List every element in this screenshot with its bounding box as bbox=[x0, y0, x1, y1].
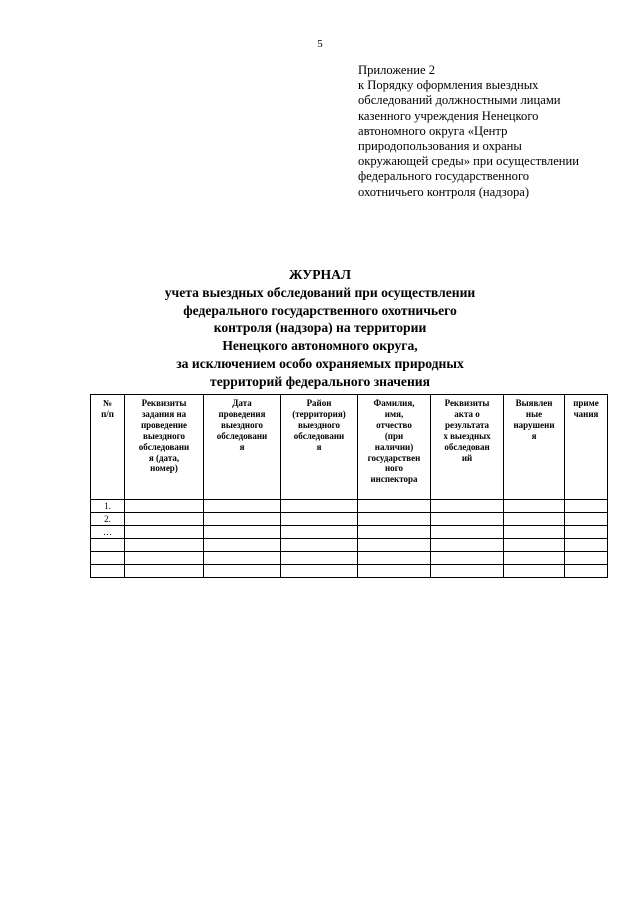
page-number: 5 bbox=[317, 38, 323, 50]
header-act-details: Реквизиты акта о результата х выездных обследован ий bbox=[431, 395, 504, 500]
table-cell bbox=[358, 500, 431, 513]
table-cell bbox=[504, 565, 565, 578]
header-inspector-name: Фамилия, имя, отчество (при наличии) государствен ного инспектора bbox=[358, 395, 431, 500]
appendix-line: природопользования и охраны bbox=[358, 139, 522, 154]
header-notes: приме чания bbox=[565, 395, 608, 500]
title-line: учета выездных обследований при осуществлении bbox=[164, 284, 476, 300]
table-cell bbox=[431, 526, 504, 539]
header-violations: Выявлен ные нарушени я bbox=[504, 395, 565, 500]
table-cell bbox=[358, 513, 431, 526]
table-cell bbox=[431, 500, 504, 513]
table-cell bbox=[91, 552, 125, 565]
table-row bbox=[91, 526, 608, 539]
title-line: Ненецкого автономного округа, bbox=[222, 338, 418, 354]
table-cell bbox=[358, 539, 431, 552]
header-row bbox=[91, 395, 608, 500]
table-cell: 1. bbox=[91, 500, 125, 513]
table-cell bbox=[565, 526, 608, 539]
table-cell: … bbox=[91, 526, 125, 539]
table-cell bbox=[504, 513, 565, 526]
title-line: за исключением особо охраняемых природных bbox=[176, 355, 464, 371]
appendix-line: обследований должностными лицами bbox=[358, 93, 561, 108]
table-cell bbox=[431, 513, 504, 526]
journal-title bbox=[0, 266, 640, 391]
title-line: контроля (надзора) на территории bbox=[213, 320, 427, 336]
table-row bbox=[91, 513, 608, 526]
table-cell bbox=[431, 539, 504, 552]
table-row bbox=[91, 552, 608, 565]
table-cell bbox=[431, 565, 504, 578]
header-task-details: Реквизиты задания на проведение выездного обследовани я (дата, номер) bbox=[125, 395, 204, 500]
table-cell bbox=[204, 565, 281, 578]
table-cell: 2. bbox=[91, 513, 125, 526]
table-cell bbox=[281, 513, 358, 526]
table-cell bbox=[204, 513, 281, 526]
title-line: федерального государственного охотничьего bbox=[183, 302, 457, 318]
appendix-line: федерального государственного bbox=[358, 169, 530, 184]
header-area: Район (территория) выездного обследовани я bbox=[281, 395, 358, 500]
appendix-line: Приложение 2 bbox=[358, 63, 436, 77]
appendix-line: к Порядку оформления выездных bbox=[358, 78, 539, 93]
title-line: территорий федерального значения bbox=[210, 373, 430, 389]
table-cell bbox=[91, 565, 125, 578]
table-cell bbox=[204, 539, 281, 552]
table-cell bbox=[125, 552, 204, 565]
table-cell bbox=[504, 552, 565, 565]
title-line: ЖУРНАЛ bbox=[288, 267, 352, 282]
table-cell bbox=[565, 500, 608, 513]
table-cell bbox=[281, 565, 358, 578]
table-row bbox=[91, 500, 608, 513]
table-cell bbox=[125, 513, 204, 526]
appendix-block bbox=[358, 63, 598, 200]
appendix-line: охотничьего контроля (надзора) bbox=[358, 184, 530, 199]
table-cell bbox=[358, 552, 431, 565]
appendix-line: автономного округа «Центр bbox=[358, 123, 508, 138]
table-cell bbox=[358, 565, 431, 578]
table-cell bbox=[204, 552, 281, 565]
table-cell bbox=[565, 513, 608, 526]
table-cell bbox=[204, 526, 281, 539]
table-cell bbox=[125, 500, 204, 513]
header-date: Дата проведения выездного обследовани я bbox=[204, 395, 281, 500]
table-cell bbox=[504, 500, 565, 513]
table-cell bbox=[565, 552, 608, 565]
table-cell bbox=[281, 552, 358, 565]
table-cell bbox=[125, 526, 204, 539]
table-cell bbox=[204, 500, 281, 513]
table-cell bbox=[565, 539, 608, 552]
table-cell bbox=[504, 526, 565, 539]
table-row bbox=[91, 539, 608, 552]
table-cell bbox=[431, 552, 504, 565]
table-cell bbox=[565, 565, 608, 578]
table-row bbox=[91, 565, 608, 578]
table-cell bbox=[504, 539, 565, 552]
table-cell bbox=[281, 500, 358, 513]
table-cell bbox=[281, 539, 358, 552]
header-number: № п/п bbox=[91, 395, 125, 500]
table-cell bbox=[358, 526, 431, 539]
table-cell bbox=[125, 539, 204, 552]
table-cell bbox=[281, 526, 358, 539]
appendix-line: казенного учреждения Ненецкого bbox=[358, 108, 539, 123]
table-cell bbox=[91, 539, 125, 552]
table-cell bbox=[125, 565, 204, 578]
appendix-line: окружающей среды» при осуществлении bbox=[358, 154, 579, 169]
journal-table bbox=[90, 394, 608, 578]
